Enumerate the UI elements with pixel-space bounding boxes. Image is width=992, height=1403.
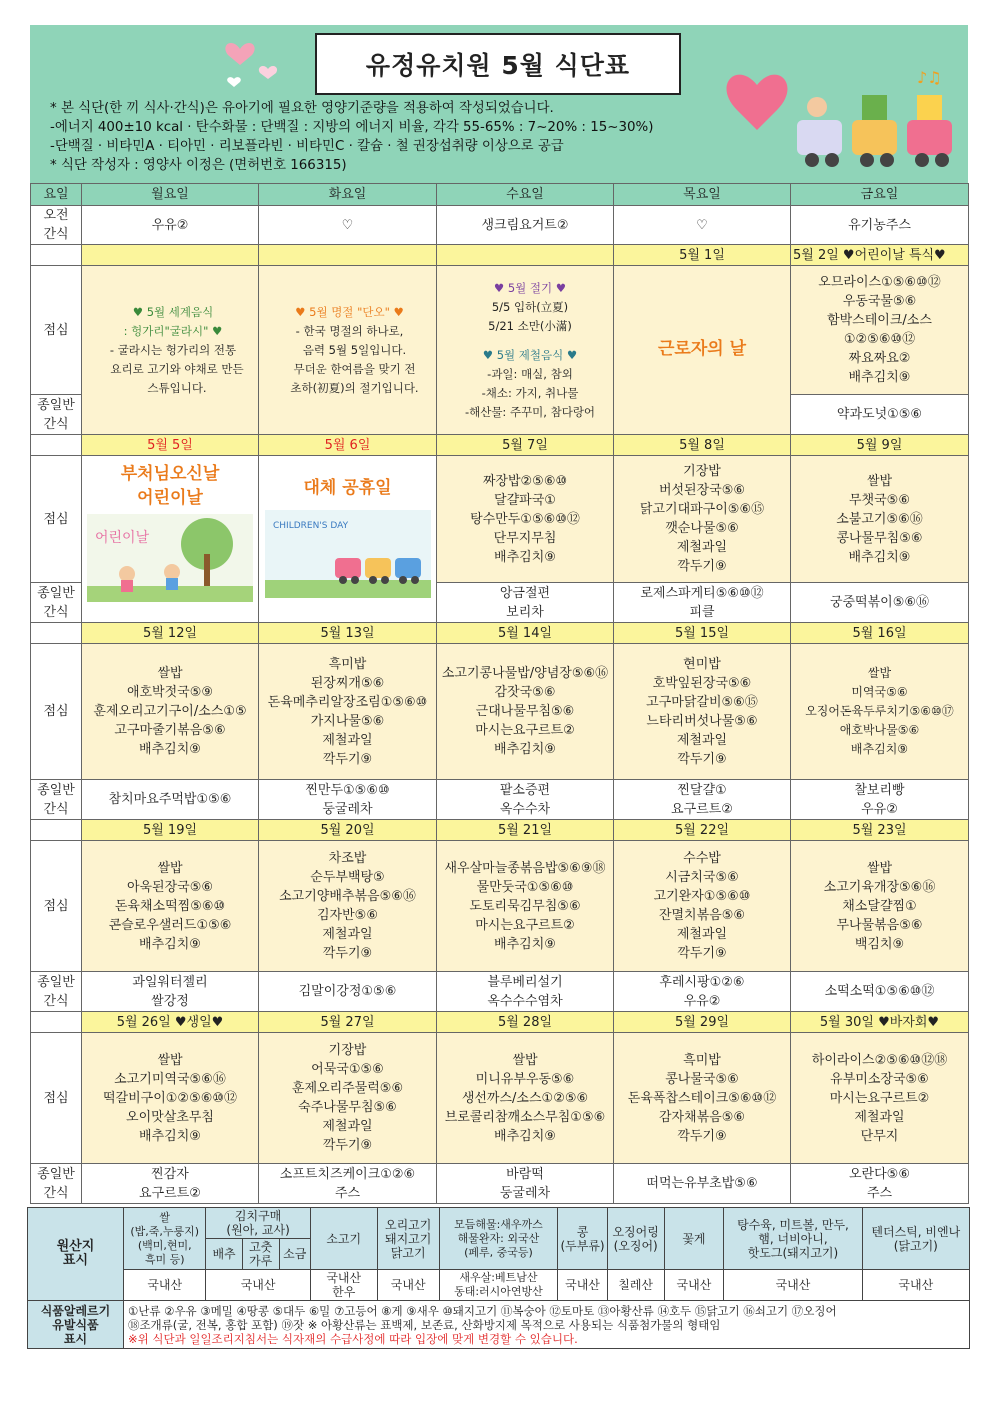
text-line: 배추김치⑨ — [494, 936, 556, 952]
menu-cell — [82, 1033, 259, 1164]
row-label: 종일반 간식 — [31, 1164, 82, 1204]
text-line: 유부미소장국⑤⑥ — [830, 1071, 929, 1087]
menu-cell: 참치마요주먹밥①⑤⑥ — [82, 780, 259, 820]
text-line: 깻순나물⑤⑥ — [665, 521, 739, 536]
col-header: 화요일 — [259, 184, 437, 206]
date-cell: 5월 13일 — [259, 623, 437, 644]
text-line: 흑미밥 — [683, 1052, 721, 1068]
text-line: 음력 5월 5일입니다. — [302, 342, 407, 357]
text-line: 제철과일 — [322, 1119, 373, 1134]
text-line: 깍두기⑨ — [677, 1128, 727, 1144]
text-line: 요리로 고기와 야채로 만든 — [110, 361, 244, 376]
text-line: 국내산 — [206, 1270, 310, 1301]
text-line: 깍두기⑨ — [677, 559, 727, 574]
text-line: 현미밥 — [683, 656, 721, 672]
date-cell: 5월 16일 — [791, 623, 969, 644]
text-line: 물만둣국①⑤⑥⑩ — [476, 879, 574, 895]
menu-cell: 블루베리설기 옥수수수염차 — [437, 972, 614, 1012]
text-line: 쌀밥 — [157, 860, 183, 876]
text-line: 배추김치⑨ — [494, 549, 556, 565]
menu-cell — [614, 644, 791, 780]
allergy-label: 식품알레르기 유발식품 표시 — [28, 1301, 124, 1349]
menu-cell — [437, 644, 614, 780]
note-line: * 식단 작성자 : 영양사 이정은 (면허번호 166315) — [50, 158, 347, 173]
date-row — [31, 623, 969, 644]
text-line: 배추김치⑨ — [848, 370, 911, 385]
text-line: 근로자의 날 — [657, 339, 747, 359]
menu-cell — [791, 266, 969, 395]
menu-cell: 소프트치즈케이크①②⑥ 주스 — [259, 1164, 437, 1204]
text-line: 배추김치⑨ — [848, 549, 911, 565]
text-line: 애호박나물⑤⑥ — [839, 723, 920, 737]
text-line: 제철과일 — [322, 927, 373, 942]
text-line: 깍두기⑨ — [677, 751, 727, 767]
heart-decoration-icon — [220, 35, 290, 95]
menu-cell — [791, 644, 969, 780]
text-line: ⑱조개류(굴, 전복, 홍합 포함) ⑲잣 ※ 아황산류는 표백제, 보존료, 산화방지제 목적으로 사용되는 식품첨가물의 형태임 — [127, 1317, 721, 1332]
snack-row — [31, 780, 969, 820]
menu-cell — [259, 1033, 437, 1164]
menu-table — [30, 183, 969, 1204]
text-line: 고구마닭갈비⑤⑥⑮ — [646, 694, 758, 710]
text-line: 배추김치⑨ — [139, 936, 201, 952]
text-line: 기장밥 — [683, 464, 721, 479]
text-line: 소고기콩나물밥/양념장⑤⑥⑯ — [441, 666, 609, 681]
text-line: 돈육폭찹스테이크⑤⑥⑩⑫ — [627, 1090, 777, 1106]
menu-cell: 찐달걀① 요구르트② — [614, 780, 791, 820]
text-line: - 굴라시는 헝가리의 전통 — [109, 342, 237, 357]
row-label: 종일반 간식 — [31, 972, 82, 1012]
text-line: 된장찌개⑤⑥ — [310, 675, 385, 691]
morning-snack-row — [31, 206, 969, 245]
holiday-note — [259, 266, 437, 435]
text-line: -해산물: 주꾸미, 참다랑어 — [464, 404, 596, 419]
menu-cell — [437, 1033, 614, 1164]
text-line: 짜요짜요② — [848, 351, 911, 366]
row-label: 점심 — [31, 266, 82, 395]
text-line: ♥ 5월 세계음식 — [132, 304, 214, 319]
text-line: 제철과일 — [676, 732, 728, 748]
text-line: 마시는요구르트② — [829, 1090, 930, 1106]
labor-day-cell — [614, 266, 791, 435]
text-line: 수수밥 — [683, 851, 721, 866]
text-line: 오리고기 돼지고기 닭고기 — [377, 1208, 439, 1270]
date-cell: 5월 27일 — [259, 1012, 437, 1033]
text-line: 5/5 입하(立夏) — [491, 299, 569, 314]
menu-cell: 앙금절편 보리차 — [437, 583, 614, 623]
menu-cell: ♡ — [259, 206, 437, 245]
text-line: 쌀밥 — [512, 1052, 538, 1068]
date-cell: 5월 30일 ♥바자회♥ — [791, 1012, 969, 1033]
text-line: 배추김치⑨ — [494, 1128, 556, 1144]
text-line: 호박잎된장국⑤⑥ — [652, 675, 752, 691]
menu-cell — [791, 1033, 969, 1164]
text-line: 무챗국⑤⑥ — [849, 492, 910, 508]
text-line: 탕수만두①⑤⑥⑩⑫ — [470, 511, 580, 527]
menu-cell: 찰보리빵 우유② — [791, 780, 969, 820]
row-label: 점심 — [31, 644, 82, 780]
date-cell: 5월 29일 — [614, 1012, 791, 1033]
lunch-row — [31, 456, 969, 583]
text-line: 국내산 — [558, 1270, 608, 1301]
menu-cell: 로제스파게티⑤⑥⑩⑫ 피클 — [614, 583, 791, 623]
row-label: 종일반 간식 — [31, 583, 82, 623]
allergy-legend — [123, 1301, 969, 1349]
text-line: 시금치국⑤⑥ — [665, 870, 739, 885]
row-label: 오전 간식 — [31, 206, 82, 245]
text-line: 콩 (두부류) — [558, 1208, 608, 1270]
menu-cell: 바람떡 둥굴레차 — [437, 1164, 614, 1204]
lunch-row — [31, 1033, 969, 1164]
text-line: 배추김치⑨ — [850, 742, 909, 756]
date-row — [31, 1012, 969, 1033]
text-line: 느타리버섯나물⑤⑥ — [646, 713, 758, 729]
menu-notes — [50, 99, 653, 175]
menu-cell: 김말이강정①⑤⑥ — [259, 972, 437, 1012]
date-cell: 5월 1일 — [614, 245, 791, 266]
date-cell: 5월 7일 — [437, 435, 614, 456]
text-line: 깍두기⑨ — [322, 751, 373, 767]
text-line: 김치구매 (원아, 교사) — [206, 1208, 310, 1239]
text-line: 흑미밥 — [328, 656, 367, 672]
text-line: - 한국 명절의 하나로, — [295, 323, 404, 338]
menu-cell: 찐만두①⑤⑥⑩ 둥굴레차 — [259, 780, 437, 820]
text-line: 돈육채소떡찜⑤⑥⑩ — [114, 898, 226, 914]
text-line: 김자반⑤⑥ — [317, 908, 378, 923]
menu-cell: ♡ — [614, 206, 791, 245]
menu-cell: 팥소증편 옥수수차 — [437, 780, 614, 820]
origin-header-row — [28, 1208, 970, 1239]
menu-cell: 과일워터젤리 쌀강정 — [82, 972, 259, 1012]
text-line: 어묵국①⑤⑥ — [311, 1062, 384, 1077]
childrens-day-train-illustration-icon — [265, 510, 431, 598]
date-cell: 5월 15일 — [614, 623, 791, 644]
allergy-row — [28, 1301, 970, 1349]
childrens-day-illustration-icon — [87, 514, 253, 602]
text-line: 감잣국⑤⑥ — [494, 685, 556, 700]
weekday-header-row — [31, 184, 969, 206]
row-label: 점심 — [31, 456, 82, 583]
col-header: 목요일 — [614, 184, 791, 206]
text-line: 배추김치⑨ — [139, 1128, 201, 1144]
text-line: 닭고기대파구이⑤⑥⑮ — [639, 502, 765, 517]
menu-cell — [791, 456, 969, 583]
date-cell — [437, 245, 614, 266]
text-line: 미니유부우동⑤⑥ — [475, 1071, 575, 1087]
menu-cell — [82, 644, 259, 780]
text-line: 숙주나물무침⑤⑥ — [298, 1100, 397, 1115]
text-line: 단무지 — [860, 1128, 899, 1144]
text-line: 소고기양배추볶음⑤⑥⑯ — [279, 889, 416, 904]
text-line: 국내산 — [664, 1270, 724, 1301]
svg-text:♪♫: ♪♫ — [917, 68, 942, 87]
text-line: 부처님오신날 어린이날 — [120, 464, 220, 508]
text-line: 버섯된장국⑤⑥ — [658, 483, 746, 498]
text-line: 국내산 — [377, 1270, 439, 1301]
lunch-row — [31, 644, 969, 780]
text-line: -채소: 가지, 취나물 — [481, 385, 579, 400]
text-line: 배추김치⑨ — [494, 742, 556, 757]
text-line: 스튜입니다. — [147, 380, 207, 395]
text-line: -과일: 매실, 참외 — [487, 366, 573, 381]
menu-cell — [614, 841, 791, 972]
snack-row — [31, 972, 969, 1012]
text-line: 떡갈비구이①②⑤⑥⑩⑫ — [102, 1090, 238, 1106]
origin-table — [27, 1207, 970, 1349]
text-line: 마시는요구르트② — [475, 917, 575, 933]
text-line: 깍두기⑨ — [677, 946, 727, 961]
menu-cell: 찐감자 요구르트② — [82, 1164, 259, 1204]
text-line: 칠레산 — [607, 1270, 664, 1301]
snack-row — [31, 1164, 969, 1204]
text-line: 무더운 한여름을 맞기 전 — [293, 361, 416, 376]
text-line: 소불고기⑤⑥⑯ — [836, 511, 923, 527]
col-header: 요일 — [31, 184, 82, 206]
text-line: 순두부백탕⑤ — [310, 870, 385, 885]
date-cell: 5월 21일 — [437, 820, 614, 841]
text-line: 무나물볶음⑤⑥ — [836, 917, 923, 933]
text-line: 브로콜리참깨소스무침①⑤⑥ — [444, 1109, 606, 1125]
text-line: 오징어링 (오징어) — [607, 1208, 664, 1270]
date-row — [31, 820, 969, 841]
note-line: -에너지 400±10 kcal · 탄수화물 : 단백질 : 지방의 에너지 비율, 각각 55-65% : 7~20% : 15~30%) — [50, 120, 654, 135]
date-cell: 5월 5일 — [82, 435, 259, 456]
text-line: 쌀밥 — [867, 666, 892, 680]
text-line: 돈육메추리알장조림①⑤⑥⑩ — [267, 694, 428, 710]
text-line: 모듬해물:새우까스 해물완자: 외국산 (페루, 중국등) — [439, 1208, 558, 1270]
col-header: 수요일 — [437, 184, 614, 206]
date-cell: 5월 23일 — [791, 820, 969, 841]
text-line: 근대나물무침⑤⑥ — [475, 704, 575, 719]
text-line: 가지나물⑤⑥ — [310, 713, 385, 729]
text-line: 고기완자①⑤⑥⑩ — [653, 889, 751, 904]
text-line: 새우살마늘종볶음밥⑤⑥⑨⑱ — [444, 860, 606, 876]
date-cell: 5월 26일 ♥생일♥ — [82, 1012, 259, 1033]
text-line: 고구마줄기볶음⑤⑥ — [114, 723, 226, 738]
menu-cell: 약과도넛①⑤⑥ — [791, 395, 969, 435]
train-illustration-icon — [717, 65, 962, 175]
text-line: : 헝가리"굴라시" ♥ — [123, 323, 223, 338]
text-line: 소고기육개장⑤⑥⑯ — [823, 879, 936, 895]
text-line: 깍두기⑨ — [322, 1138, 373, 1153]
season-note — [437, 266, 614, 435]
holiday-cell — [82, 456, 259, 623]
holiday-cell — [259, 456, 437, 623]
text-line: 콩나물무침⑤⑥ — [836, 530, 923, 546]
text-line: ♥ 5월 제철음식 ♥ — [482, 347, 578, 362]
date-cell: 5월 8일 — [614, 435, 791, 456]
text-line: 제철과일 — [322, 732, 373, 748]
menu-cell — [437, 841, 614, 972]
page-title: 유정유치원 5월 식단표 — [315, 33, 681, 95]
text-line: 텐더스틱, 비엔나 (닭고기) — [862, 1208, 969, 1270]
text-line: 쌀밥 — [866, 860, 893, 876]
text-line: 새우살:베트남산 동태:러시아연방산 — [439, 1270, 558, 1301]
date-row — [31, 245, 969, 266]
col-header: 금요일 — [791, 184, 969, 206]
text-line: 쌀밥 — [157, 1052, 183, 1068]
text-line: 제철과일 — [854, 1109, 905, 1125]
origin-value-row — [28, 1270, 970, 1301]
text-line: 배추김치⑨ — [139, 742, 201, 757]
text-line: 대체 공휴일 — [303, 478, 392, 498]
text-line: 국내산 — [724, 1270, 862, 1301]
row-label: 점심 — [31, 841, 82, 972]
text-line: 함박스테이크/소스①②⑤⑥⑩⑫ — [827, 313, 932, 347]
row-label: 점심 — [31, 1033, 82, 1164]
row-label: 종일반 간식 — [31, 780, 82, 820]
text-line: 훈제오리주물럭⑤⑥ — [291, 1081, 404, 1096]
lunch-row — [31, 841, 969, 972]
text-line: 국내산 — [123, 1270, 206, 1301]
text-line: 미역국⑤⑥ — [851, 685, 908, 699]
text-line: 생선까스/소스①②⑤⑥ — [461, 1090, 589, 1106]
text-line: 백김치⑨ — [854, 936, 905, 952]
text-line: 초하(初夏)의 절기입니다. — [290, 380, 419, 395]
date-cell: 5월 12일 — [82, 623, 259, 644]
text-line: 배추 — [206, 1239, 242, 1270]
menu-cell — [614, 1033, 791, 1164]
text-line: 짜장밥②⑤⑥⑩ — [482, 473, 568, 489]
text-line: 고춧 가루 — [242, 1239, 279, 1270]
date-cell: 5월 20일 — [259, 820, 437, 841]
text-line: 채소달걀찜① — [842, 898, 917, 914]
origin-label: 원산지 표시 — [28, 1208, 124, 1301]
date-cell: 5월 28일 — [437, 1012, 614, 1033]
text-line: 어린이날 — [95, 530, 150, 546]
text-line: 쌀밥 — [157, 666, 183, 681]
date-cell: 5월 2일 ♥어린이날 특식♥ — [791, 245, 969, 266]
text-line: 하이라이스②⑤⑥⑩⑫⑱ — [811, 1052, 948, 1068]
text-line: 잔멸치볶음⑤⑥ — [658, 908, 746, 923]
menu-cell — [614, 456, 791, 583]
date-cell: 5월 9일 — [791, 435, 969, 456]
text-line: 쌀밥 — [866, 473, 893, 489]
date-cell — [82, 245, 259, 266]
text-line: 달걀파국① — [494, 492, 556, 508]
note-line: -단백질 · 비타민A · 티아민 · 리보플라빈 · 비타민C · 칼슘 · 철 권장섭취량 이상으로 공급 — [50, 139, 564, 154]
menu-cell — [259, 841, 437, 972]
text-line: 도토리묵김무침⑤⑥ — [469, 898, 581, 914]
date-row — [31, 435, 969, 456]
menu-cell: 생크림요거트② — [437, 206, 614, 245]
text-line: 차조밥 — [328, 851, 367, 866]
text-line: 쌀 (밥,죽,누룽지) (백미,현미, 흑미 등) — [123, 1208, 206, 1270]
text-line: 아욱된장국⑤⑥ — [126, 879, 214, 895]
text-line: ♥ 5월 명절 "단오" ♥ — [295, 304, 404, 319]
menu-cell: 궁중떡볶이⑤⑥⑯ — [791, 583, 969, 623]
menu-cell: 유기농주스 — [791, 206, 969, 245]
date-cell: 5월 6일 — [259, 435, 437, 456]
text-line: ♥ 5월 절기 ♥ — [493, 280, 567, 295]
text-line: 오므라이스①⑤⑥⑩⑫ — [818, 275, 941, 290]
text-line: 제철과일 — [676, 540, 728, 555]
text-line: 깍두기⑨ — [322, 946, 373, 961]
menu-cell — [82, 841, 259, 972]
text-line: 우동국물⑤⑥ — [842, 294, 917, 309]
menu-cell: 떠먹는유부초밥⑤⑥ — [614, 1164, 791, 1204]
menu-cell: 소떡소떡①⑤⑥⑩⑫ — [791, 972, 969, 1012]
text-line: 콩나물국⑤⑥ — [665, 1071, 739, 1087]
lunch-row — [31, 266, 969, 395]
menu-cell — [259, 644, 437, 780]
text-line: CHILDREN'S DAY — [272, 521, 348, 531]
text-line: 마시는요구르트② — [475, 723, 575, 738]
text-line: ※위 식단과 일일조리지침서는 식자재의 수급사정에 따라 입장에 맞게 변경할 수 있습니다. — [127, 1331, 578, 1346]
text-line: 꽃게 — [664, 1208, 724, 1270]
text-line: 훈제오리고기구이/소스①⑤ — [93, 704, 247, 719]
text-line: 소금 — [279, 1239, 310, 1270]
menu-cell: 오란다⑤⑥ 주스 — [791, 1164, 969, 1204]
date-cell — [259, 245, 437, 266]
menu-cell — [791, 841, 969, 972]
text-line: 애호박젓국⑤⑨ — [126, 685, 214, 700]
world-food-note — [82, 266, 259, 435]
note-line: * 본 식단(한 끼 식사·간식)은 유아기에 필요한 영양기준량을 적용하여 작성되었습니다. — [50, 101, 554, 116]
col-header: 월요일 — [82, 184, 259, 206]
text-line: 5/21 소만(小滿) — [488, 318, 572, 333]
text-line: ①난류 ②우유 ③메밀 ④땅콩 ⑤대두 ⑥밀 ⑦고등어 ⑧게 ⑨새우 ⑩돼지고기 ⑪복숭아 ⑫토마토 ⑬아황산류 ⑭호두 ⑮닭고기 ⑯쇠고기 ⑰오징어 — [127, 1303, 837, 1318]
header-banner — [30, 25, 968, 183]
text-line: 국내산 — [862, 1270, 969, 1301]
text-line: 감자채볶음⑤⑥ — [658, 1109, 746, 1125]
date-cell: 5월 14일 — [437, 623, 614, 644]
text-line: 제철과일 — [676, 927, 728, 942]
text-line: 기장밥 — [328, 1043, 367, 1058]
text-line: 오이맛살초무침 — [126, 1109, 214, 1125]
text-line: 국내산 한우 — [310, 1270, 377, 1301]
text-line: 소고기미역국⑤⑥⑯ — [114, 1071, 226, 1087]
text-line: 단무지무침 — [493, 530, 557, 546]
date-cell: 5월 19일 — [82, 820, 259, 841]
text-line: 탕수육, 미트볼, 만두, 햄, 너비아니, 핫도그(돼지고기) — [724, 1208, 862, 1270]
text-line: 소고기 — [310, 1208, 377, 1270]
date-cell: 5월 22일 — [614, 820, 791, 841]
menu-cell: 후레시팡①②⑥ 우유② — [614, 972, 791, 1012]
menu-cell — [437, 456, 614, 583]
menu-cell: 우유② — [82, 206, 259, 245]
text-line: 오징어돈육두루치기⑤⑥⑩⑰ — [805, 704, 954, 718]
row-label: 종일반 간식 — [31, 395, 82, 435]
text-line: 콘슬로우샐러드①⑤⑥ — [108, 917, 232, 933]
